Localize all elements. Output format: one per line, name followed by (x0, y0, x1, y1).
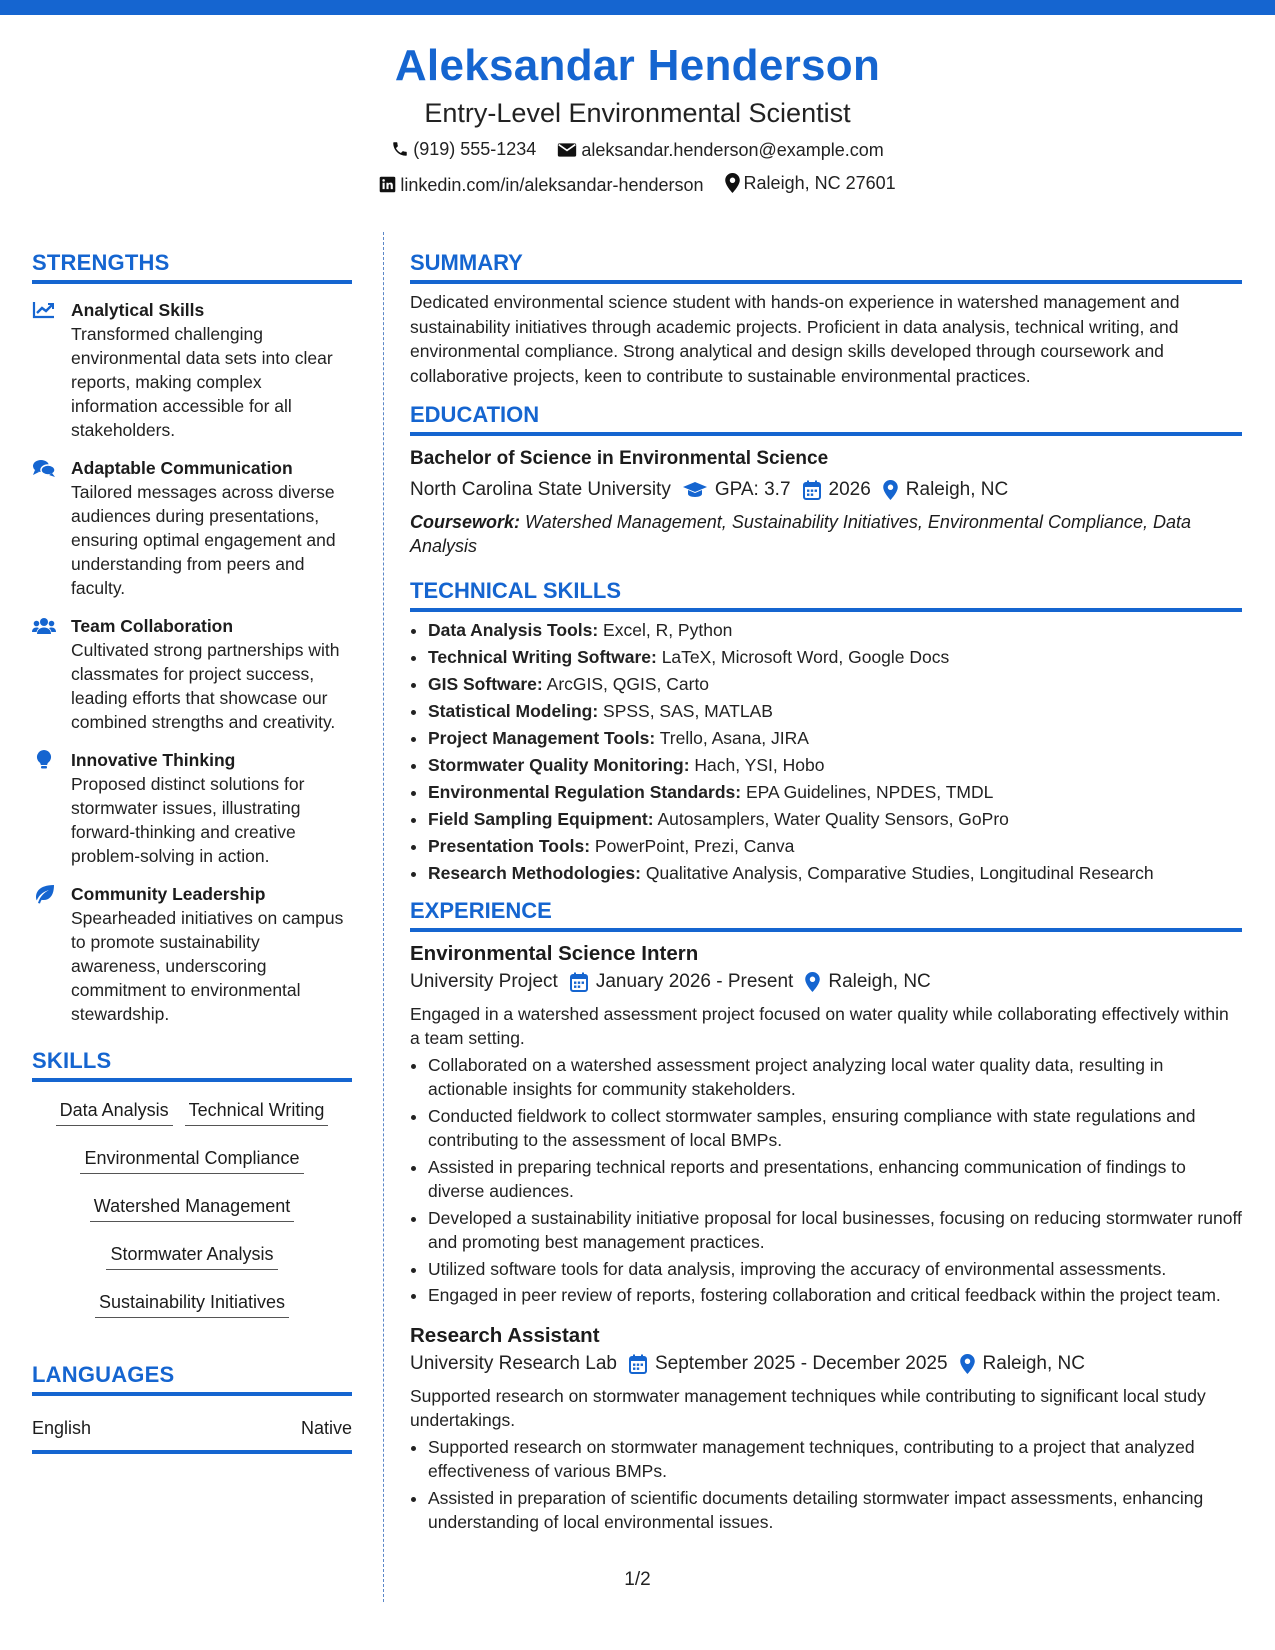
skill-label: Project Management Tools: (428, 728, 656, 748)
email-text: aleksandar.henderson@example.com (581, 140, 884, 160)
skill-label: Stormwater Quality Monitoring: (428, 755, 690, 775)
job-location: Raleigh, NC (982, 1352, 1085, 1374)
column-divider (383, 232, 384, 1602)
candidate-role: Entry-Level Environmental Scientist (424, 98, 851, 128)
technical-skill-item (428, 807, 1242, 832)
strengths-heading: STRENGTHS (32, 250, 352, 284)
technical-skill-item (428, 645, 1242, 670)
technical-skill-item (428, 834, 1242, 859)
strength-desc: Tailored messages across diverse audiences during presentations, ensuring optimal engagement and understanding from peers and faculty. (71, 482, 336, 598)
technical-skill-item (428, 726, 1242, 751)
left-column (32, 250, 352, 1454)
technical-skills-list (410, 618, 1242, 886)
contact-line-2 (0, 171, 1275, 199)
calendar-icon (570, 972, 588, 992)
language-row (32, 1416, 352, 1454)
language-name: English (32, 1418, 92, 1438)
skill-value: Qualitative Analysis, Comparative Studies, Longitudinal Research (640, 863, 1154, 883)
skill-label: Presentation Tools: (428, 836, 591, 856)
job-meta (410, 968, 1242, 996)
strength-desc: Spearheaded initiatives on campus to promote sustainability awareness, underscoring commitment to environmental stewardship. (71, 908, 344, 1024)
strength-desc: Proposed distinct solutions for stormwater issues, illustrating forward-thinking and creative problem-solving in action. (71, 774, 305, 866)
education-meta (410, 476, 1242, 504)
job-description: Engaged in a watershed assessment project focused on water quality while collaborating effectively within a team setting. (410, 1003, 1229, 1048)
skill-value: LaTeX, Microsoft Word, Google Docs (656, 647, 950, 667)
skill-value: EPA Guidelines, NPDES, TMDL (741, 782, 994, 802)
email-contact[interactable] (557, 138, 883, 162)
map-marker-icon (725, 173, 740, 193)
job-bullet: • Engaged in peer review of reports, fostering collaboration and critical feedback within the project team. (428, 1283, 1242, 1308)
page-number: 1/2 (624, 1569, 651, 1590)
summary-heading: SUMMARY (410, 250, 1242, 284)
contact-line-1 (0, 137, 1275, 164)
skill-tag: Technical Writing (185, 1094, 329, 1126)
strength-title: Team Collaboration (71, 616, 234, 636)
technical-skill-item (428, 672, 1242, 697)
skill-value: SPSS, SAS, MATLAB (598, 701, 773, 721)
strength-desc: Transformed challenging environmental data sets into clear reports, making complex information accessible for all stakeholders. (71, 324, 333, 440)
skill-tag: Watershed Management (90, 1190, 294, 1222)
lightbulb-icon (32, 750, 56, 770)
skill-label: Technical Writing Software: (428, 647, 657, 667)
job-org: University Project (410, 970, 558, 992)
skill-label: Environmental Regulation Standards: (428, 782, 742, 802)
comments-icon (32, 458, 56, 478)
graduation-cap-icon (683, 481, 707, 499)
skills-list (32, 1094, 352, 1334)
technical-skill-item (428, 753, 1242, 778)
summary-text: Dedicated environmental science student with hands-on experience in watershed management and sustainability initiatives through academic projects. Proficient in data analysis, technical writing, and environmental compliance. Strong analytical and design skills developed through coursework and collaborative projects, keen to contribute to sustainable environmental practices. (410, 292, 1180, 386)
education-location: Raleigh, NC (905, 479, 1009, 500)
location-contact (725, 171, 896, 195)
technical-skill-item (428, 780, 1242, 805)
skill-value: Hach, YSI, Hobo (689, 755, 825, 775)
technical-skill-item (428, 618, 1242, 643)
graduation-year: 2026 (828, 479, 871, 500)
job-title: Research Assistant (410, 1323, 600, 1347)
technical-skills-heading: TECHNICAL SKILLS (410, 578, 1242, 612)
job-dates: September 2025 - December 2025 (654, 1352, 948, 1374)
skill-value: PowerPoint, Prezi, Canva (590, 836, 795, 856)
skill-value: Autosamplers, Water Quality Sensors, GoPro (653, 809, 1009, 829)
candidate-name: Aleksandar Henderson (394, 41, 881, 90)
coursework (410, 510, 1242, 558)
coursework-label: Coursework: (410, 512, 521, 532)
strength-item (32, 748, 352, 868)
phone-icon (391, 140, 409, 158)
job-dates: January 2026 - Present (595, 970, 794, 992)
job-title: Environmental Science Intern (410, 941, 699, 965)
skill-tag: Stormwater Analysis (106, 1238, 277, 1270)
strength-item (32, 614, 352, 734)
language-level: Native (300, 1418, 352, 1438)
top-accent-bar (0, 0, 1275, 15)
job-bullets (410, 1053, 1242, 1308)
school-name: North Carolina State University (410, 479, 671, 500)
job-location: Raleigh, NC (828, 970, 931, 992)
strength-title: Community Leadership (71, 884, 266, 904)
skill-value: Trello, Asana, JIRA (655, 728, 809, 748)
location-text: Raleigh, NC 27601 (743, 173, 896, 193)
skill-label: Data Analysis Tools: (428, 620, 599, 640)
languages-heading: LANGUAGES (32, 1362, 352, 1396)
coursework-list: Watershed Management, Sustainability Initiatives, Environmental Compliance, Data Analysis (410, 512, 1192, 556)
phone-text: (919) 555-1234 (413, 139, 537, 159)
education-heading: EDUCATION (410, 402, 1242, 436)
linkedin-text: linkedin.com/in/aleksandar-henderson (400, 174, 704, 195)
calendar-icon (803, 480, 821, 500)
job-bullet: • Assisted in preparation of scientific documents detailing stormwater impact assessments, enhancing understanding of local environmental issues. (428, 1486, 1242, 1535)
strength-title: Innovative Thinking (71, 750, 236, 770)
job-org: University Research Lab (410, 1352, 617, 1374)
strength-desc: Cultivated strong partnerships with classmates for project success, leading efforts that showcase our combined strengths and creativity. (71, 640, 340, 732)
right-column (410, 250, 1242, 1537)
leaf-icon (32, 884, 56, 904)
skill-label: Statistical Modeling: (428, 701, 599, 721)
job-bullet: • Utilized software tools for data analysis, improving the accuracy of environmental assessments. (428, 1257, 1242, 1282)
envelope-icon (557, 142, 577, 158)
skill-tag: Environmental Compliance (80, 1142, 303, 1174)
skill-label: GIS Software: (428, 674, 543, 694)
job-meta (410, 1350, 1242, 1378)
strength-item (32, 882, 352, 1026)
linkedin-icon (379, 176, 396, 193)
linkedin-contact[interactable] (379, 173, 703, 197)
technical-skill-item (428, 861, 1242, 886)
technical-skill-item (428, 699, 1242, 724)
skills-heading: SKILLS (32, 1048, 352, 1082)
experience-heading: EXPERIENCE (410, 898, 1242, 932)
degree-title: Bachelor of Science in Environmental Science (410, 448, 829, 469)
job-description: Supported research on stormwater management techniques while contributing to significant local study undertakings. (410, 1385, 1206, 1430)
skill-tag: Data Analysis (56, 1094, 173, 1126)
resume-header (0, 40, 1275, 199)
phone-contact (391, 137, 536, 161)
strength-item (32, 298, 352, 442)
skill-value: ArcGIS, QGIS, Carto (542, 674, 710, 694)
chart-line-icon (32, 300, 56, 320)
job-bullet: • Conducted fieldwork to collect stormwater samples, ensuring compliance with state regulations and contributing to the assessment of local BMPs. (428, 1104, 1242, 1153)
job-bullet: • Developed a sustainability initiative proposal for local businesses, focusing on reducing stormwater runoff and promoting best management practices. (428, 1206, 1242, 1255)
map-marker-icon (960, 1354, 975, 1374)
map-marker-icon (883, 480, 898, 500)
strength-item (32, 456, 352, 600)
gpa-text: GPA: 3.7 (714, 479, 791, 500)
job-bullet: • Collaborated on a watershed assessment project analyzing local water quality data, resulting in actionable insights for community stakeholders. (428, 1053, 1242, 1102)
calendar-icon (629, 1354, 647, 1374)
users-icon (32, 616, 56, 636)
skill-label: Research Methodologies: (428, 863, 641, 883)
job-entry (410, 940, 1242, 1308)
job-bullets (410, 1435, 1242, 1535)
job-entry (410, 1322, 1242, 1535)
strength-title: Adaptable Communication (71, 458, 293, 478)
skill-value: Excel, R, Python (598, 620, 733, 640)
job-bullet: • Assisted in preparing technical reports and presentations, enhancing communication of findings to diverse audiences. (428, 1155, 1242, 1204)
skill-tag: Sustainability Initiatives (95, 1286, 289, 1318)
job-bullet: • Supported research on stormwater management techniques, contributing to a project that analyzed effectiveness of various BMPs. (428, 1435, 1242, 1484)
skill-label: Field Sampling Equipment: (428, 809, 654, 829)
strength-title: Analytical Skills (71, 300, 205, 320)
map-marker-icon (805, 972, 820, 992)
